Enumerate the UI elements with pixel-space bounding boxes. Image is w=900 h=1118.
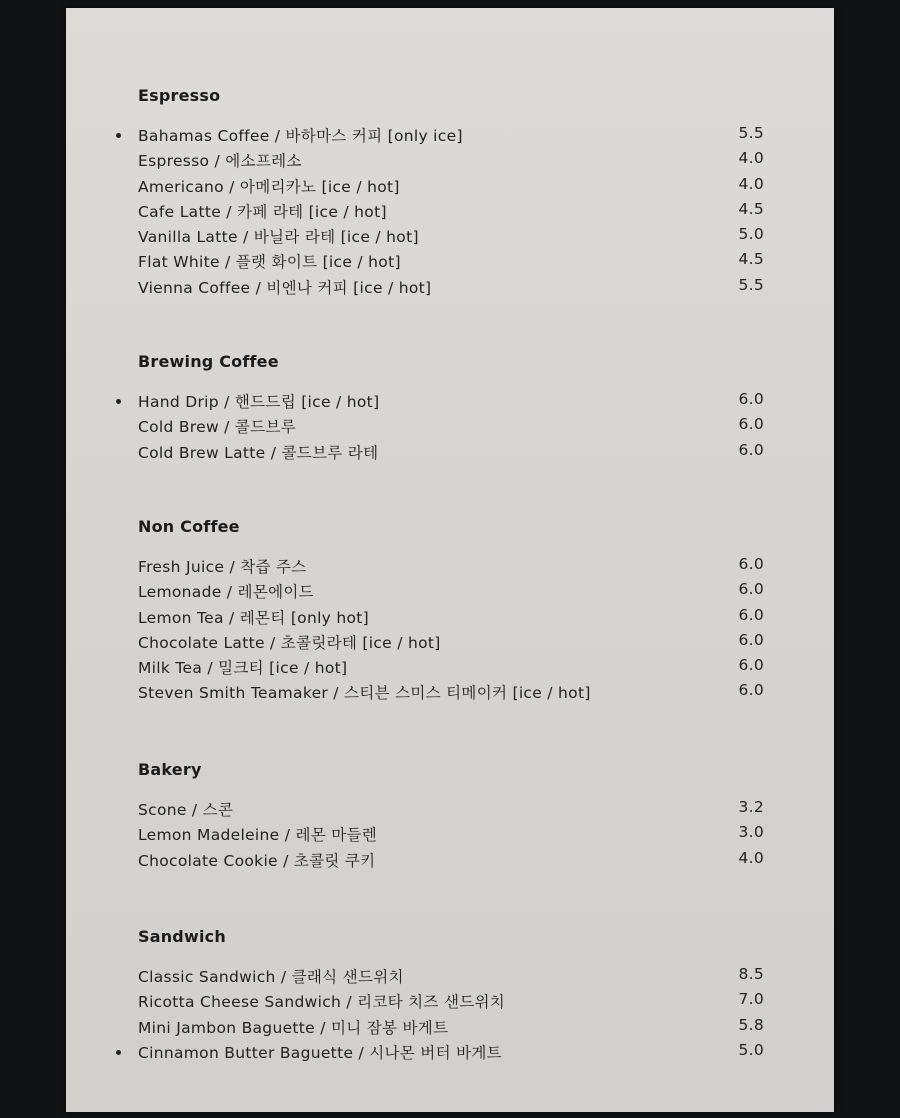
item-price: 6.0 (738, 605, 764, 624)
menu-item (66, 1041, 834, 1066)
item-price: 6.0 (738, 656, 764, 675)
menu-item (66, 276, 834, 301)
menu-item (66, 124, 834, 149)
section-title: Brewing Coffee (138, 352, 279, 371)
item-list (66, 390, 834, 466)
item-list (66, 124, 834, 301)
item-price: 6.0 (738, 580, 764, 599)
section-title: Espresso (138, 86, 221, 105)
menu-item (66, 965, 834, 990)
menu-item (66, 200, 834, 225)
item-price: 5.0 (738, 225, 764, 244)
item-name: Chocolate Latte / 초콜릿라테 [ice / hot] (138, 633, 441, 652)
item-name: Steven Smith Teamaker / 스티븐 스미스 티메이커 [ice / hot] (138, 684, 591, 703)
item-name: Lemon Madeleine / 레몬 마들렌 (138, 826, 378, 845)
item-price: 5.0 (738, 1040, 764, 1059)
item-price: 6.0 (738, 390, 764, 408)
item-price: 4.5 (738, 250, 764, 269)
item-name: Cold Brew Latte / 콜드브루 라테 (138, 443, 379, 462)
item-price: 6.0 (738, 415, 764, 434)
item-name: Classic Sandwich / 클래식 샌드위치 (138, 968, 404, 986)
menu-item (66, 415, 834, 440)
menu-item (66, 656, 834, 681)
item-price: 3.0 (738, 823, 764, 842)
item-name: Fresh Juice / 착즙 주스 (138, 558, 307, 576)
menu-item (66, 990, 834, 1015)
item-name: Vanilla Latte / 바닐라 라테 [ice / hot] (138, 228, 419, 247)
menu-item (66, 849, 834, 874)
item-name: Americano / 아메리카노 [ice / hot] (138, 177, 400, 196)
menu-item (66, 631, 834, 656)
menu-item (66, 580, 834, 605)
menu-item (66, 1016, 834, 1041)
menu-item (66, 441, 834, 466)
bullet-icon (116, 1050, 121, 1055)
section-title: Sandwich (138, 927, 226, 946)
menu-item (66, 798, 834, 823)
item-list (66, 798, 834, 874)
item-price: 4.0 (738, 848, 764, 867)
item-price: 6.0 (738, 630, 764, 649)
item-price: 5.5 (738, 275, 764, 294)
item-name: Lemonade / 레몬에이드 (138, 583, 314, 602)
item-name: Lemon Tea / 레몬티 [only hot] (138, 608, 370, 627)
item-name: Chocolate Cookie / 초콜릿 쿠키 (138, 851, 376, 870)
menu-item (66, 606, 834, 631)
item-price: 3.2 (738, 798, 764, 816)
item-name: Vienna Coffee / 비엔나 커피 [ice / hot] (138, 278, 432, 297)
item-list (66, 965, 834, 1066)
menu-item (66, 823, 834, 848)
menu-item (66, 250, 834, 275)
item-price: 6.0 (738, 555, 764, 573)
menu-item (66, 390, 834, 415)
item-name: Scone / 스콘 (138, 801, 234, 819)
item-name: Milk Tea / 밀크티 [ice / hot] (138, 659, 348, 678)
item-name: Hand Drip / 핸드드립 [ice / hot] (138, 393, 380, 411)
item-name: Espresso / 에소프레소 (138, 152, 302, 171)
item-price: 6.0 (738, 681, 764, 700)
item-price: 4.5 (738, 199, 764, 218)
item-name: Mini Jambon Baguette / 미니 잠봉 바게트 (138, 1018, 449, 1037)
menu-item (66, 149, 834, 174)
menu-item (66, 681, 834, 706)
item-name: Ricotta Cheese Sandwich / 리코타 치즈 샌드위치 (138, 993, 506, 1012)
item-price: 5.5 (738, 124, 764, 142)
bullet-icon (116, 133, 121, 138)
menu-item (66, 555, 834, 580)
section-title: Non Coffee (138, 517, 240, 536)
item-name: Cafe Latte / 카페 라테 [ice / hot] (138, 202, 387, 221)
menu-item (66, 225, 834, 250)
item-name: Cold Brew / 콜드브루 (138, 418, 297, 437)
section-title: Bakery (138, 760, 202, 779)
item-name: Flat White / 플랫 화이트 [ice / hot] (138, 253, 401, 272)
menu-card (66, 8, 834, 1112)
item-list (66, 555, 834, 707)
item-price: 6.0 (738, 440, 764, 459)
item-name: Bahamas Coffee / 바하마스 커피 [only ice] (138, 127, 463, 145)
menu-item (66, 175, 834, 200)
item-price: 8.5 (738, 965, 764, 983)
item-price: 4.0 (738, 174, 764, 193)
item-price: 4.0 (738, 149, 764, 168)
item-name: Cinnamon Butter Baguette / 시나몬 버터 바게트 (138, 1043, 502, 1062)
item-price: 7.0 (738, 990, 764, 1009)
item-price: 5.8 (738, 1015, 764, 1034)
bullet-icon (116, 399, 121, 404)
